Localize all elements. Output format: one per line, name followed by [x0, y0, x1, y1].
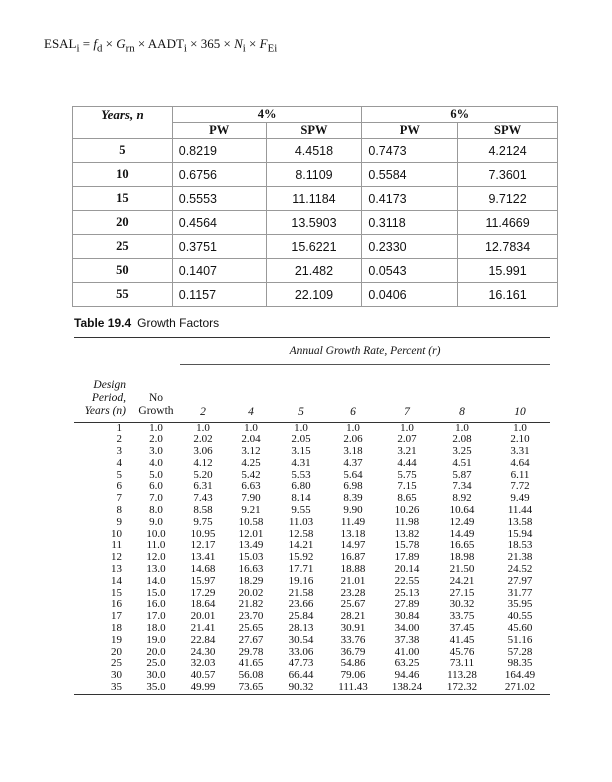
spw-header: SPW — [458, 123, 558, 139]
cell-factor: 27.15 — [449, 586, 475, 599]
cell-factor: 24.30 — [190, 645, 216, 658]
cell-spw6: 11.4669 — [458, 211, 558, 235]
cell-factor: 172.32 — [446, 681, 478, 694]
cell-factor: 73.11 — [449, 657, 475, 670]
cell-factor: 20.02 — [238, 586, 264, 599]
cell-factor: 25.13 — [394, 586, 420, 599]
pw-header: PW — [362, 123, 458, 139]
cell-n: 20 — [73, 211, 173, 235]
cell-factor: 19.16 — [288, 574, 314, 587]
cell-factor: 2.05 — [291, 433, 311, 446]
cell-no-growth: 25.0 — [146, 657, 166, 670]
formula-ni: N — [234, 36, 243, 51]
formula-fei-sub: Ei — [267, 42, 278, 55]
cell-factor: 18.88 — [340, 563, 366, 576]
cell-pw4: 0.4564 — [172, 211, 266, 235]
table-row — [73, 163, 558, 187]
cell-factor: 13.82 — [394, 527, 420, 540]
cell-factor: 6.11 — [510, 468, 530, 481]
cell-factor: 28.21 — [340, 610, 366, 623]
cell-factor: 8.65 — [397, 492, 417, 505]
design-period-header: Design Period, Years (n) — [84, 378, 126, 417]
table-title: Growth Factors — [137, 316, 220, 330]
cell-spw4: 15.6221 — [266, 235, 362, 259]
cell-factor: 37.45 — [449, 622, 475, 635]
cell-years: 20 — [111, 645, 122, 658]
cell-years: 12 — [111, 551, 122, 564]
cell-factor: 66.44 — [288, 669, 314, 682]
cell-no-growth: 3.0 — [149, 445, 163, 458]
cell-factor: 2.04 — [241, 433, 261, 446]
cell-n: 10 — [73, 163, 173, 187]
growth-factors-table — [74, 337, 550, 695]
cell-factor: 16.63 — [238, 563, 264, 576]
cell-factor: 16.87 — [340, 551, 366, 564]
cell-years: 19 — [111, 633, 122, 646]
cell-pw6: 0.2330 — [362, 235, 458, 259]
cell-factor: 17.29 — [190, 586, 216, 599]
no-growth-header: No Growth — [138, 391, 174, 417]
table-row — [74, 470, 550, 482]
cell-years: 8 — [116, 504, 122, 517]
cell-factor: 35.95 — [507, 598, 533, 611]
cell-factor: 9.75 — [193, 515, 213, 528]
cell-no-growth: 17.0 — [146, 610, 166, 623]
cell-n: 25 — [73, 235, 173, 259]
formula-fei: F — [259, 36, 268, 51]
cell-factor: 57.28 — [507, 645, 533, 658]
cell-factor: 40.55 — [507, 610, 533, 623]
cell-no-growth: 14.0 — [146, 574, 166, 587]
cell-factor: 14.97 — [340, 539, 366, 552]
cell-factor: 14.49 — [449, 527, 475, 540]
cell-factor: 8.14 — [291, 492, 311, 505]
cell-factor: 27.89 — [394, 598, 420, 611]
cell-factor: 5.87 — [452, 468, 472, 481]
cell-years: 11 — [111, 539, 122, 552]
cell-spw4: 4.4518 — [266, 139, 362, 163]
cell-factor: 11.98 — [394, 515, 420, 528]
cell-factor: 2.02 — [193, 433, 213, 446]
cell-factor: 5.20 — [193, 468, 213, 481]
cell-factor: 41.00 — [394, 645, 420, 658]
cell-factor: 45.60 — [507, 622, 533, 635]
cell-years: 1 — [116, 421, 122, 434]
cell-factor: 98.35 — [507, 657, 533, 670]
rate-header: 10 — [514, 405, 526, 418]
cell-factor: 138.24 — [391, 681, 423, 694]
cell-factor: 28.13 — [288, 622, 314, 635]
formula-eq: = — [79, 36, 94, 51]
table-row — [74, 446, 550, 458]
cell-factor: 11.03 — [288, 515, 314, 528]
cell-years: 18 — [111, 622, 122, 635]
cell-factor: 11.49 — [340, 515, 366, 528]
formula-times-1: × — [102, 36, 117, 51]
cell-factor: 1.0 — [400, 421, 414, 434]
cell-factor: 7.72 — [510, 480, 530, 493]
cell-factor: 36.79 — [340, 645, 366, 658]
cell-spw4: 11.1184 — [266, 187, 362, 211]
table-row — [74, 434, 550, 446]
cell-no-growth: 10.0 — [146, 527, 166, 540]
table-number: Table 19.4 — [74, 316, 132, 330]
cell-factor: 111.43 — [338, 681, 368, 694]
cell-factor: 4.31 — [291, 456, 311, 469]
cell-factor: 4.51 — [452, 456, 472, 469]
cell-factor: 10.95 — [190, 527, 216, 540]
cell-factor: 2.08 — [452, 433, 472, 446]
cell-spw6: 7.3601 — [458, 163, 558, 187]
cell-factor: 47.73 — [288, 657, 314, 670]
cell-no-growth: 15.0 — [146, 586, 166, 599]
cell-factor: 54.86 — [340, 657, 366, 670]
cell-years: 9 — [116, 515, 122, 528]
cell-factor: 51.16 — [507, 633, 533, 646]
cell-years: 3 — [116, 445, 122, 458]
years-header: Years, n — [73, 107, 173, 139]
cell-factor: 12.01 — [238, 527, 264, 540]
cell-years: 30 — [111, 669, 122, 682]
cell-factor: 37.38 — [394, 633, 420, 646]
cell-factor: 21.58 — [288, 586, 314, 599]
cell-factor: 34.00 — [394, 622, 420, 635]
cell-no-growth: 7.0 — [149, 492, 163, 505]
cell-spw6: 12.7834 — [458, 235, 558, 259]
cell-factor: 13.41 — [190, 551, 216, 564]
cell-no-growth: 19.0 — [146, 633, 166, 646]
cell-factor: 49.99 — [190, 681, 216, 694]
cell-years: 10 — [111, 527, 122, 540]
spw-header: SPW — [266, 123, 362, 139]
cell-factor: 1.0 — [294, 421, 308, 434]
cell-pw4: 0.5553 — [172, 187, 266, 211]
cell-factor: 7.90 — [241, 492, 261, 505]
cell-no-growth: 5.0 — [149, 468, 163, 481]
pw-header: PW — [172, 123, 266, 139]
cell-factor: 6.63 — [241, 480, 261, 493]
cell-factor: 41.45 — [449, 633, 475, 646]
table-row — [73, 259, 558, 283]
cell-factor: 20.14 — [394, 563, 420, 576]
table-row — [73, 283, 558, 307]
cell-factor: 90.32 — [288, 681, 314, 694]
cell-factor: 3.25 — [452, 445, 472, 458]
cell-factor: 23.70 — [238, 610, 264, 623]
cell-factor: 21.82 — [238, 598, 264, 611]
cell-pw4: 0.1157 — [172, 283, 266, 307]
cell-factor: 6.31 — [193, 480, 213, 493]
cell-factor: 31.77 — [507, 586, 533, 599]
rate-6-header: 6% — [362, 107, 558, 123]
cell-factor: 2.06 — [343, 433, 363, 446]
cell-factor: 21.41 — [190, 622, 216, 635]
cell-factor: 32.03 — [190, 657, 216, 670]
table-row — [74, 458, 550, 470]
formula-times-365: × 365 × — [186, 36, 235, 51]
cell-years: 25 — [111, 657, 122, 670]
cell-factor: 17.89 — [394, 551, 420, 564]
cell-years: 2 — [116, 433, 122, 446]
cell-years: 16 — [111, 598, 122, 611]
cell-n: 50 — [73, 259, 173, 283]
cell-factor: 5.42 — [241, 468, 261, 481]
cell-factor: 30.84 — [394, 610, 420, 623]
cell-factor: 30.91 — [340, 622, 366, 635]
cell-n: 15 — [73, 187, 173, 211]
cell-factor: 2.10 — [510, 433, 530, 446]
rate-header: 7 — [404, 405, 410, 418]
formula-times-4: × — [245, 36, 260, 51]
cell-factor: 12.49 — [449, 515, 475, 528]
cell-factor: 4.25 — [241, 456, 261, 469]
cell-pw6: 0.5584 — [362, 163, 458, 187]
cell-pw4: 0.6756 — [172, 163, 266, 187]
cell-years: 7 — [116, 492, 122, 505]
cell-factor: 27.97 — [507, 574, 533, 587]
cell-factor: 11.44 — [507, 504, 533, 517]
cell-spw4: 13.5903 — [266, 211, 362, 235]
cell-no-growth: 18.0 — [146, 622, 166, 635]
cell-years: 35 — [111, 681, 122, 694]
cell-factor: 25.84 — [288, 610, 314, 623]
cell-factor: 5.75 — [397, 468, 417, 481]
table-row — [74, 576, 550, 588]
cell-pw6: 0.3118 — [362, 211, 458, 235]
cell-factor: 15.94 — [507, 527, 533, 540]
cell-spw6: 4.2124 — [458, 139, 558, 163]
cell-no-growth: 6.0 — [149, 480, 163, 493]
rate-header: 8 — [459, 405, 465, 418]
pw-spw-table — [72, 106, 558, 307]
cell-n: 55 — [73, 283, 173, 307]
cell-factor: 79.06 — [340, 669, 366, 682]
formula-grn: G — [116, 36, 126, 51]
cell-factor: 22.55 — [394, 574, 420, 587]
cell-factor: 25.65 — [238, 622, 264, 635]
cell-factor: 23.66 — [288, 598, 314, 611]
cell-years: 15 — [111, 586, 122, 599]
cell-factor: 9.90 — [343, 504, 363, 517]
cell-factor: 9.55 — [291, 504, 311, 517]
cell-factor: 4.64 — [510, 456, 530, 469]
cell-factor: 10.64 — [449, 504, 475, 517]
cell-years: 13 — [111, 563, 122, 576]
cell-factor: 10.58 — [238, 515, 264, 528]
cell-factor: 24.21 — [449, 574, 475, 587]
cell-factor: 15.97 — [190, 574, 216, 587]
cell-years: 6 — [116, 480, 122, 493]
cell-factor: 21.38 — [507, 551, 533, 564]
esal-formula — [44, 36, 277, 55]
cell-factor: 3.06 — [193, 445, 213, 458]
cell-pw6: 0.4173 — [362, 187, 458, 211]
cell-factor: 56.08 — [238, 669, 264, 682]
cell-factor: 5.53 — [291, 468, 311, 481]
cell-pw6: 0.0406 — [362, 283, 458, 307]
cell-factor: 4.37 — [343, 456, 363, 469]
cell-no-growth: 2.0 — [149, 433, 163, 446]
table-row — [74, 493, 550, 505]
cell-years: 14 — [111, 574, 122, 587]
cell-factor: 15.03 — [238, 551, 264, 564]
cell-factor: 63.25 — [394, 657, 420, 670]
cell-no-growth: 12.0 — [146, 551, 166, 564]
table-row — [73, 139, 558, 163]
formula-esal-sub: i — [76, 42, 80, 55]
cell-years: 5 — [116, 468, 122, 481]
cell-factor: 73.65 — [238, 681, 264, 694]
cell-factor: 45.76 — [449, 645, 475, 658]
cell-factor: 7.34 — [452, 480, 472, 493]
cell-no-growth: 30.0 — [146, 669, 166, 682]
cell-no-growth: 35.0 — [146, 681, 166, 694]
cell-spw6: 15.991 — [458, 259, 558, 283]
cell-factor: 2.07 — [397, 433, 417, 446]
formula-ni-sub: i — [242, 42, 246, 55]
cell-factor: 22.84 — [190, 633, 216, 646]
cell-factor: 1.0 — [196, 421, 210, 434]
cell-factor: 3.21 — [397, 445, 417, 458]
cell-factor: 3.18 — [343, 445, 363, 458]
cell-n: 5 — [73, 139, 173, 163]
cell-factor: 1.0 — [455, 421, 469, 434]
cell-factor: 24.52 — [507, 563, 533, 576]
table-row — [74, 682, 550, 694]
cell-factor: 3.15 — [291, 445, 311, 458]
table-row — [74, 635, 550, 647]
cell-pw6: 0.0543 — [362, 259, 458, 283]
cell-factor: 1.0 — [513, 421, 527, 434]
cell-spw4: 22.109 — [266, 283, 362, 307]
cell-factor: 25.67 — [340, 598, 366, 611]
rate-header: 4 — [248, 405, 254, 418]
cell-no-growth: 4.0 — [149, 456, 163, 469]
cell-factor: 3.31 — [510, 445, 530, 458]
table-row — [73, 235, 558, 259]
cell-factor: 9.21 — [241, 504, 261, 517]
cell-factor: 33.75 — [449, 610, 475, 623]
cell-years: 17 — [111, 610, 122, 623]
cell-factor: 21.01 — [340, 574, 366, 587]
cell-factor: 7.43 — [193, 492, 213, 505]
cell-factor: 6.98 — [343, 480, 363, 493]
cell-no-growth: 9.0 — [149, 515, 163, 528]
cell-factor: 4.44 — [397, 456, 417, 469]
cell-factor: 14.21 — [288, 539, 314, 552]
cell-factor: 16.65 — [449, 539, 475, 552]
cell-pw4: 0.1407 — [172, 259, 266, 283]
cell-factor: 12.17 — [190, 539, 216, 552]
cell-factor: 271.02 — [504, 681, 536, 694]
cell-factor: 33.06 — [288, 645, 314, 658]
cell-factor: 18.53 — [507, 539, 533, 552]
table-caption — [74, 316, 219, 330]
cell-pw6: 0.7473 — [362, 139, 458, 163]
cell-factor: 164.49 — [504, 669, 536, 682]
cell-factor: 3.12 — [241, 445, 261, 458]
cell-factor: 20.01 — [190, 610, 216, 623]
cell-factor: 15.92 — [288, 551, 314, 564]
cell-factor: 29.78 — [238, 645, 264, 658]
formula-grn-sub: rn — [125, 42, 135, 55]
rate-header: 5 — [298, 405, 304, 418]
formula-fd-sub: d — [96, 42, 103, 55]
cell-spw6: 16.161 — [458, 283, 558, 307]
cell-spw6: 9.7122 — [458, 187, 558, 211]
cell-factor: 6.80 — [291, 480, 311, 493]
cell-factor: 7.15 — [397, 480, 417, 493]
cell-factor: 40.57 — [190, 669, 216, 682]
cell-factor: 8.39 — [343, 492, 363, 505]
cell-years: 4 — [116, 456, 122, 469]
cell-pw4: 0.3751 — [172, 235, 266, 259]
cell-factor: 94.46 — [394, 669, 420, 682]
cell-no-growth: 11.0 — [146, 539, 166, 552]
cell-spw4: 21.482 — [266, 259, 362, 283]
cell-factor: 10.26 — [394, 504, 420, 517]
cell-pw4: 0.8219 — [172, 139, 266, 163]
cell-factor: 15.78 — [394, 539, 420, 552]
cell-factor: 18.29 — [238, 574, 264, 587]
table-row — [74, 517, 550, 529]
rate-header: 2 — [200, 405, 206, 418]
cell-factor: 18.64 — [190, 598, 216, 611]
table-row — [73, 187, 558, 211]
cell-factor: 1.0 — [346, 421, 360, 434]
cell-no-growth: 13.0 — [146, 563, 166, 576]
cell-factor: 17.71 — [288, 563, 314, 576]
rate-4-header: 4% — [172, 107, 362, 123]
cell-no-growth: 20.0 — [146, 645, 166, 658]
formula-fd: f — [93, 36, 97, 51]
formula-aadt: × AADT — [134, 36, 184, 51]
cell-factor: 5.64 — [343, 468, 363, 481]
cell-no-growth: 8.0 — [149, 504, 163, 517]
annual-growth-header: Annual Growth Rate, Percent (r) — [289, 345, 441, 357]
cell-spw4: 8.1109 — [266, 163, 362, 187]
cell-factor: 27.67 — [238, 633, 264, 646]
cell-factor: 30.54 — [288, 633, 314, 646]
table-row — [74, 423, 550, 435]
cell-factor: 41.65 — [238, 657, 264, 670]
cell-factor: 30.32 — [449, 598, 475, 611]
cell-factor: 23.28 — [340, 586, 366, 599]
cell-no-growth: 16.0 — [146, 598, 166, 611]
cell-factor: 8.58 — [193, 504, 213, 517]
cell-factor: 4.12 — [193, 456, 213, 469]
cell-no-growth: 1.0 — [149, 421, 163, 434]
cell-factor: 8.92 — [452, 492, 472, 505]
formula-aadt-sub: i — [183, 42, 187, 55]
cell-factor: 13.58 — [507, 515, 533, 528]
cell-factor: 14.68 — [190, 563, 216, 576]
cell-factor: 13.18 — [340, 527, 366, 540]
cell-factor: 1.0 — [244, 421, 258, 434]
cell-factor: 9.49 — [510, 492, 530, 505]
cell-factor: 12.58 — [288, 527, 314, 540]
cell-factor: 18.98 — [449, 551, 475, 564]
cell-factor: 21.50 — [449, 563, 475, 576]
cell-factor: 13.49 — [238, 539, 264, 552]
rate-header: 6 — [350, 405, 356, 418]
formula-esal: ESAL — [44, 36, 77, 51]
table-row — [74, 481, 550, 493]
table-row — [73, 211, 558, 235]
cell-factor: 33.76 — [340, 633, 366, 646]
cell-factor: 113.28 — [447, 669, 477, 682]
